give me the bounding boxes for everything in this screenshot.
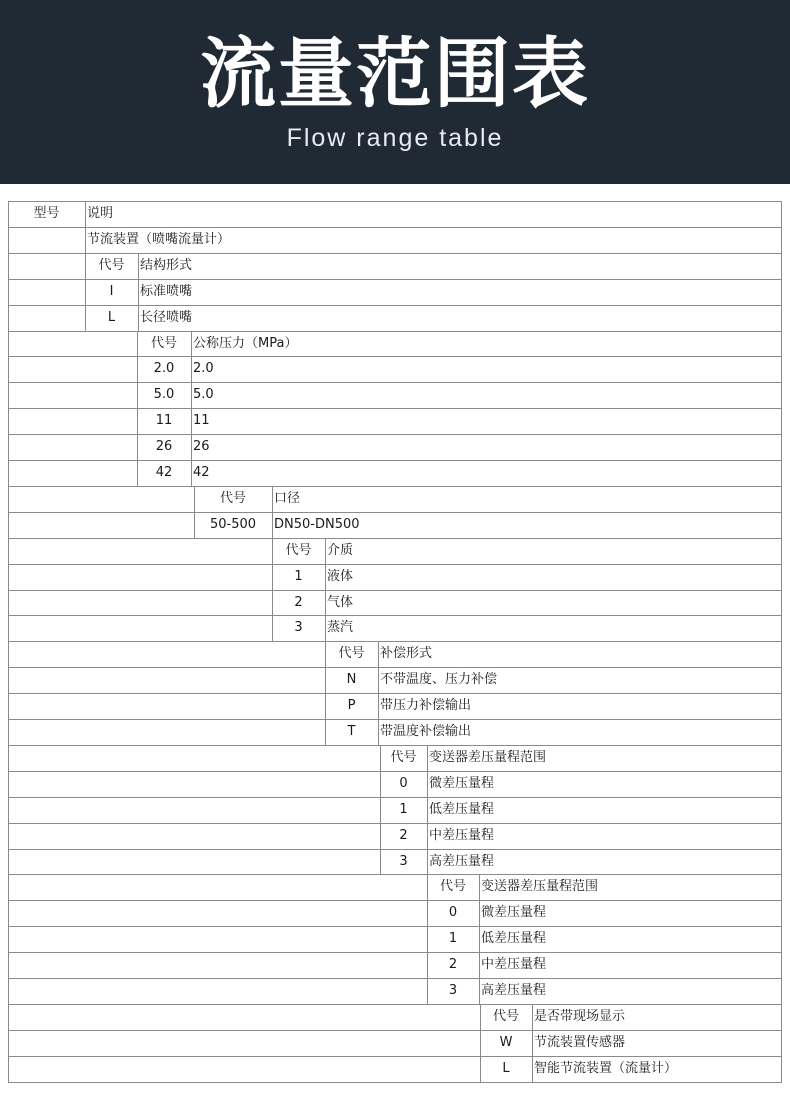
- column-divider: [85, 201, 86, 227]
- column-divider: [479, 978, 480, 1004]
- row-divider: [8, 460, 782, 461]
- description-header-cell: 说明: [87, 206, 114, 221]
- code-cell: 2: [294, 595, 303, 610]
- column-divider: [85, 227, 86, 253]
- option-desc-cell: 中差压量程: [429, 828, 495, 843]
- column-divider: [479, 874, 480, 900]
- column-divider: [272, 538, 273, 564]
- column-divider: [532, 1030, 533, 1056]
- row-divider: [8, 693, 782, 694]
- code-cell: 2: [399, 828, 408, 843]
- code-cell: W: [499, 1035, 513, 1050]
- code-cell: I: [109, 284, 114, 299]
- column-divider: [532, 1004, 533, 1030]
- option-desc-cell: DN50-DN500: [274, 517, 360, 532]
- row-divider: [8, 1030, 782, 1031]
- model-header-cell: 型号: [33, 206, 60, 221]
- group-header-cell: 变送器差压量程范围: [481, 879, 599, 894]
- option-desc-cell: 节流装置传感器: [534, 1035, 626, 1050]
- page-title: 流量范围表: [200, 29, 590, 118]
- option-desc-cell: 5.0: [193, 387, 214, 402]
- option-desc-cell: 高差压量程: [429, 854, 495, 869]
- option-desc-cell: 2.0: [193, 361, 214, 376]
- row-divider: [8, 849, 782, 850]
- column-divider: [325, 667, 326, 693]
- group-header-cell: 结构形式: [140, 258, 193, 273]
- code-cell: 50-500: [209, 517, 257, 532]
- column-divider: [427, 874, 428, 900]
- row-divider: [8, 719, 782, 720]
- row-divider: [8, 408, 782, 409]
- code-cell: 3: [294, 620, 303, 635]
- column-divider: [272, 512, 273, 538]
- column-divider: [138, 279, 139, 305]
- column-divider: [380, 849, 381, 875]
- column-divider: [138, 253, 139, 279]
- column-divider: [427, 823, 428, 849]
- code-cell: 26: [155, 439, 173, 454]
- row-divider: [8, 1004, 782, 1005]
- code-cell: 3: [399, 854, 408, 869]
- code-cell: 0: [399, 776, 408, 791]
- option-desc-cell: 液体: [327, 569, 354, 584]
- group-header-cell: 是否带现场显示: [534, 1009, 626, 1024]
- column-divider: [85, 253, 86, 279]
- row-divider: [8, 331, 782, 332]
- column-divider: [325, 641, 326, 667]
- column-divider: [479, 926, 480, 952]
- column-divider: [191, 434, 192, 460]
- column-divider: [194, 486, 195, 512]
- option-desc-cell: 带压力补偿输出: [380, 698, 472, 713]
- column-divider: [194, 512, 195, 538]
- row-divider: [8, 201, 782, 202]
- option-desc-cell: 长径喷嘴: [140, 310, 193, 325]
- row-divider: [8, 279, 782, 280]
- column-divider: [380, 771, 381, 797]
- code-header-cell: 代号: [98, 258, 125, 273]
- page-subtitle: Flow range table: [286, 124, 504, 152]
- column-divider: [480, 1004, 481, 1030]
- row-divider: [8, 641, 782, 642]
- code-cell: N: [346, 672, 357, 687]
- code-cell: 11: [155, 413, 173, 428]
- row-divider: [8, 797, 782, 798]
- column-divider: [479, 900, 480, 926]
- code-cell: 2: [448, 957, 458, 972]
- row-divider: [8, 253, 782, 254]
- code-header-cell: 代号: [150, 336, 177, 351]
- option-desc-cell: 智能节流装置（流量计）: [534, 1061, 678, 1076]
- column-divider: [272, 564, 273, 590]
- column-divider: [532, 1056, 533, 1082]
- column-divider: [85, 305, 86, 331]
- header-banner: [0, 0, 790, 184]
- code-header-cell: 代号: [338, 646, 365, 661]
- column-divider: [325, 564, 326, 590]
- code-cell: 1: [294, 569, 303, 584]
- code-cell: T: [347, 724, 356, 739]
- row-divider: [8, 1082, 782, 1083]
- column-divider: [191, 460, 192, 486]
- code-cell: 0: [448, 905, 458, 920]
- code-cell: P: [347, 698, 356, 713]
- column-divider: [427, 900, 428, 926]
- row-divider: [8, 434, 782, 435]
- column-divider: [427, 771, 428, 797]
- column-divider: [427, 978, 428, 1004]
- option-desc-cell: 微差压量程: [481, 905, 547, 920]
- row-divider: [8, 590, 782, 591]
- column-divider: [378, 719, 379, 745]
- row-divider: [8, 512, 782, 513]
- column-divider: [325, 615, 326, 641]
- row-divider: [8, 900, 782, 901]
- column-divider: [137, 331, 138, 357]
- code-cell: 42: [155, 465, 173, 480]
- row-divider: [8, 667, 782, 668]
- column-divider: [427, 797, 428, 823]
- column-divider: [272, 486, 273, 512]
- group-header-cell: 公称压力（MPa）: [193, 336, 298, 351]
- option-desc-cell: 低差压量程: [429, 802, 495, 817]
- group-header-cell: 介质: [327, 543, 354, 558]
- row-divider: [8, 874, 782, 875]
- code-cell: L: [502, 1061, 510, 1076]
- code-header-cell: 代号: [285, 543, 312, 558]
- row-divider: [8, 745, 782, 746]
- column-divider: [272, 615, 273, 641]
- option-desc-cell: 标准喷嘴: [140, 284, 193, 299]
- column-divider: [480, 1056, 481, 1082]
- row-divider: [8, 382, 782, 383]
- option-desc-cell: 蒸汽: [327, 620, 354, 635]
- column-divider: [427, 952, 428, 978]
- row-divider: [8, 771, 782, 772]
- row-divider: [8, 926, 782, 927]
- code-cell: 1: [399, 802, 408, 817]
- row-divider: [8, 305, 782, 306]
- column-divider: [325, 719, 326, 745]
- code-cell: 2.0: [153, 361, 175, 376]
- column-divider: [137, 382, 138, 408]
- column-divider: [325, 538, 326, 564]
- row-divider: [8, 1056, 782, 1057]
- column-divider: [325, 590, 326, 616]
- flow-range-table: [8, 201, 782, 1079]
- row-divider: [8, 564, 782, 565]
- column-divider: [378, 667, 379, 693]
- column-divider: [427, 849, 428, 875]
- column-divider: [191, 331, 192, 357]
- column-divider: [191, 356, 192, 382]
- row-divider: [8, 823, 782, 824]
- group-header-cell: 变送器差压量程范围: [429, 750, 547, 765]
- option-desc-cell: 带温度补偿输出: [380, 724, 472, 739]
- column-divider: [479, 952, 480, 978]
- option-desc-cell: 不带温度、压力补偿: [380, 672, 498, 687]
- group-header-cell: 口径: [274, 491, 301, 506]
- row-divider: [8, 486, 782, 487]
- row-divider: [8, 615, 782, 616]
- column-divider: [380, 823, 381, 849]
- column-divider: [191, 382, 192, 408]
- column-divider: [137, 356, 138, 382]
- column-divider: [427, 926, 428, 952]
- row-divider: [8, 356, 782, 357]
- option-desc-cell: 低差压量程: [481, 931, 547, 946]
- option-desc-cell: 中差压量程: [481, 957, 547, 972]
- column-divider: [272, 590, 273, 616]
- row-divider: [8, 952, 782, 953]
- table-border-right: [781, 201, 782, 1083]
- row-divider: [8, 227, 782, 228]
- option-desc-cell: 高差压量程: [481, 983, 547, 998]
- table-border-left: [8, 201, 9, 1083]
- code-cell: 5.0: [153, 387, 175, 402]
- code-cell: 1: [448, 931, 458, 946]
- code-cell: 3: [448, 983, 458, 998]
- column-divider: [85, 279, 86, 305]
- column-divider: [480, 1030, 481, 1056]
- option-desc-cell: 微差压量程: [429, 776, 495, 791]
- option-desc-cell: 26: [193, 439, 210, 454]
- code-header-cell: 代号: [390, 750, 417, 765]
- code-cell: L: [107, 310, 116, 325]
- row-divider: [8, 978, 782, 979]
- option-desc-cell: 42: [193, 465, 210, 480]
- column-divider: [138, 305, 139, 331]
- column-divider: [380, 745, 381, 771]
- code-header-cell: 代号: [439, 879, 466, 894]
- group-header-cell: 补偿形式: [380, 646, 433, 661]
- column-divider: [380, 797, 381, 823]
- column-divider: [378, 641, 379, 667]
- option-desc-cell: 气体: [327, 595, 354, 610]
- code-header-cell: 代号: [492, 1009, 519, 1024]
- column-divider: [137, 434, 138, 460]
- column-divider: [378, 693, 379, 719]
- code-header-cell: 代号: [219, 491, 246, 506]
- column-divider: [137, 408, 138, 434]
- column-divider: [325, 693, 326, 719]
- column-divider: [137, 460, 138, 486]
- row-divider: [8, 538, 782, 539]
- column-divider: [191, 408, 192, 434]
- option-desc-cell: 11: [193, 413, 210, 428]
- column-divider: [427, 745, 428, 771]
- product-name-cell: 节流装置（喷嘴流量计）: [87, 232, 231, 247]
